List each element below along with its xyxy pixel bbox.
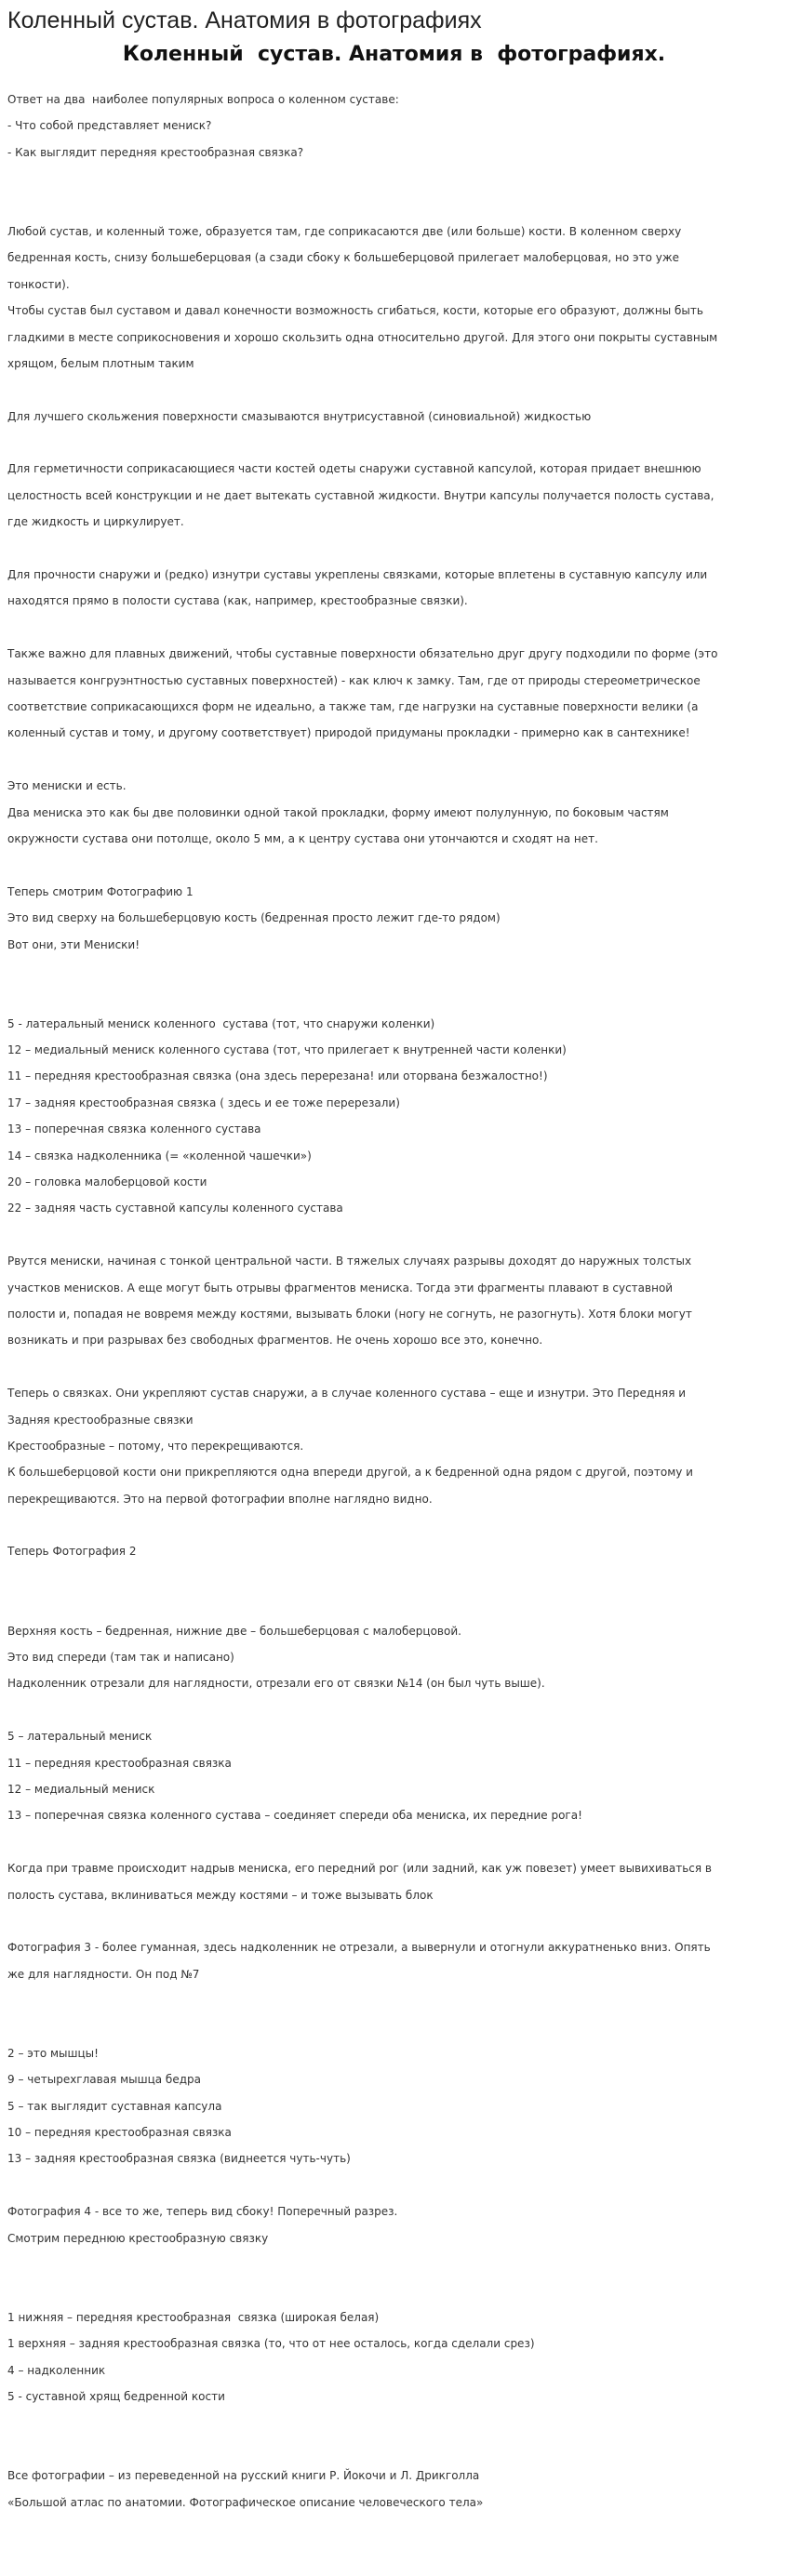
text-line: окружности сустава они потолще, около 5 мм, а к центру сустава они утончаются и сходят на нет.	[7, 831, 598, 845]
blank-line	[7, 2410, 781, 2436]
blank-line	[7, 958, 781, 984]
text-line: Любой сустав, и коленный тоже, образуется там, где соприкасаются две (или больше) кости. В коленном сверху	[7, 224, 682, 238]
text-line: тонкости).	[7, 277, 70, 291]
article-body	[7, 86, 781, 2516]
text-line: 11 – передняя крестообразная связка	[7, 1756, 232, 1770]
text-line: 1 нижняя – передняя крестообразная связка (широкая белая)	[7, 2310, 380, 2324]
text-line: - Как выглядит передняя крестообразная связка?	[7, 145, 304, 159]
blank-line	[7, 2277, 781, 2304]
text-line: Для лучшего скольжения поверхности смазываются внутрисуставной (синовиальной) жидкостью	[7, 409, 592, 423]
text-line: участков менисков. А еще могут быть отрывы фрагментов мениска. Тогда эти фрагменты плавают в суставной	[7, 1281, 674, 1295]
blank-line	[7, 1222, 781, 1248]
text-line: Ответ на два наиболее популярных вопроса о коленном суставе:	[7, 93, 399, 106]
text-line: 5 – так выглядит суставная капсула	[7, 2099, 222, 2113]
text-line: 4 – надколенник	[7, 2363, 106, 2377]
blank-line	[7, 2251, 781, 2277]
text-line: хрящом, белым плотным таким	[7, 356, 194, 370]
text-line: Для герметичности соприкасающиеся части костей одеты снаружи суставной капсулой, которая придает внешнюю	[7, 462, 701, 476]
text-line: Вот они, эти Мениски!	[7, 937, 140, 951]
blank-line	[7, 193, 781, 219]
text-line: Это мениски и есть.	[7, 779, 127, 793]
text-line: 13 – поперечная связка коленного сустава – соединяет спереди оба мениска, их передние рога!	[7, 1809, 582, 1823]
text-line: 13 – задняя крестообразная связка (виднеется чуть-чуть)	[7, 2152, 351, 2166]
text-line: Рвутся мениски, начиная с тонкой центральной части. В тяжелых случаях разрывы доходят до наружных толстых	[7, 1255, 692, 1268]
text-line: 10 – передняя крестообразная связка	[7, 2126, 232, 2140]
text-line: перекрещиваются. Это на первой фотографии вполне наглядно видно.	[7, 1492, 433, 1506]
blank-line	[7, 1829, 781, 1855]
text-line: полости и, попадая не вовремя между костями, вызывать блоки (ногу не согнуть, не разогнуть). Хотя блоки могут	[7, 1307, 692, 1321]
text-line: Теперь смотрим Фотографию 1	[7, 884, 194, 898]
blank-line	[7, 536, 781, 562]
text-line: 12 – медиальный мениск коленного сустава (тот, что прилегает к внутренней части коленки)	[7, 1043, 567, 1057]
text-line: 11 – передняя крестообразная связка (она здесь перерезана! или оторвана безжалостно!)	[7, 1069, 548, 1083]
blank-line	[7, 377, 781, 403]
text-line: К большеберцовой кости они прикрепляются одна впереди другой, а к бедренной одна рядом с другой, поэтому и	[7, 1466, 693, 1480]
text-line: 17 – задняя крестообразная связка ( здесь и ее тоже перерезали)	[7, 1095, 400, 1109]
blank-line	[7, 2437, 781, 2463]
text-line: Также важно для плавных движений, чтобы суставные поверхности обязательно друг другу подходили по форме (это	[7, 647, 718, 661]
blank-line	[7, 1565, 781, 1591]
text-line: соответствие соприкасающихся форм не идеально, а также там, где нагрузки на суставные поверхности велики (а	[7, 699, 699, 713]
page-title: Коленный сустав. Анатомия в фотографиях	[7, 7, 482, 33]
text-line: называется конгруэнтностью суставных поверхностей) - как ключ к замку. Там, где от природы стереометрическое	[7, 673, 701, 687]
blank-line	[7, 1591, 781, 1617]
text-line: Фотография 3 - более гуманная, здесь надколенник не отрезали, а вывернули и отогнули аккуратненько вниз. Опять	[7, 1941, 711, 1955]
text-line: 5 - суставной хрящ бедренной кости	[7, 2389, 225, 2403]
text-line: же для наглядности. Он под №7	[7, 1967, 200, 1981]
article-heading: Коленный сустав. Анатомия в фотографиях.	[122, 43, 666, 66]
text-line: Для прочности снаружи и (редко) изнутри суставы укреплены связками, которые вплетены в суставную капсулу или	[7, 568, 708, 582]
text-line: 12 – медиальный мениск	[7, 1783, 155, 1796]
text-line: Все фотографии – из переведенной на русский книги Р. Йокочи и Л. Дрикголла	[7, 2469, 480, 2483]
text-line: Крестообразные – потому, что перекрещиваются.	[7, 1439, 304, 1453]
blank-line	[7, 1908, 781, 1934]
text-line: 14 – связка надколенника (= «коленной чашечки»)	[7, 1149, 312, 1162]
text-line: Когда при травме происходит надрыв мениска, его передний рог (или задний, как уж повезет) умеет вывихиваться в	[7, 1862, 713, 1876]
text-line: Задняя крестообразные связки	[7, 1413, 194, 1427]
text-line: Это вид спереди (там так и написано)	[7, 1651, 234, 1665]
blank-line	[7, 615, 781, 641]
text-line: Верхняя кость – бедренная, нижние две – большеберцовая с малоберцовой.	[7, 1624, 461, 1638]
blank-line	[7, 166, 781, 192]
text-line: 1 верхняя – задняя крестообразная связка (то, что от нее осталось, когда сделали срез)	[7, 2337, 535, 2351]
text-line: Два мениска это как бы две половинки одной такой прокладки, форму имеют полулунную, по боковым частям	[7, 805, 669, 819]
text-line: бедренная кость, снизу большеберцовая (а сзади сбоку к большеберцовой прилегает малоберцовая, но это уже	[7, 251, 680, 265]
blank-line	[7, 1697, 781, 1723]
text-line: 13 – поперечная связка коленного сустава	[7, 1122, 261, 1136]
blank-line	[7, 1354, 781, 1380]
blank-line	[7, 1987, 781, 2013]
text-line: 5 - латеральный мениск коленного сустава (тот, что снаружи коленки)	[7, 1016, 435, 1030]
text-line: находятся прямо в полости сустава (как, например, крестообразные связки).	[7, 594, 468, 608]
blank-line	[7, 984, 781, 1010]
blank-line	[7, 747, 781, 773]
text-line: - Что собой представляет мениск?	[7, 119, 212, 133]
text-line: Смотрим переднюю крестообразную связку	[7, 2231, 269, 2245]
text-line: Фотография 4 - все то же, теперь вид сбоку! Поперечный разрез.	[7, 2205, 398, 2219]
text-line: Надколенник отрезали для наглядности, отрезали его от связки №14 (он был чуть выше).	[7, 1677, 545, 1691]
text-line: где жидкость и циркулирует.	[7, 515, 184, 529]
text-line: 22 – задняя часть суставной капсулы коленного сустава	[7, 1202, 343, 1215]
text-line: Теперь о связках. Они укрепляют сустав снаружи, а в случае коленного сустава – еще и изнутри. Это Передняя и	[7, 1387, 687, 1401]
text-line: коленный сустав и тому, и другому соответствует) природой придуманы прокладки - примерно как в сантехнике!	[7, 726, 690, 740]
blank-line	[7, 1512, 781, 1538]
text-line: полость сустава, вклиниваться между костями – и тоже вызывать блок	[7, 1888, 434, 1902]
text-line: возникать и при разрывах без свободных фрагментов. Не очень хорошо все это, конечно.	[7, 1334, 543, 1348]
text-line: Это вид сверху на большеберцовую кость (бедренная просто лежит где-то рядом)	[7, 911, 501, 925]
text-line: Теперь Фотография 2	[7, 1545, 137, 1559]
text-line: гладкими в месте соприкосновения и хорошо скользить одна относительно другой. Для этого они покрыты суставным	[7, 330, 718, 344]
blank-line	[7, 430, 781, 456]
text-line: 9 – четырехглавая мышца бедра	[7, 2073, 201, 2087]
text-line: 5 – латеральный мениск	[7, 1730, 153, 1744]
blank-line	[7, 2014, 781, 2040]
blank-line	[7, 2172, 781, 2198]
blank-line	[7, 852, 781, 878]
text-line: целостность всей конструкции и не дает вытекать суставной жидкости. Внутри капсулы получается полость сустава,	[7, 488, 715, 502]
text-line: Чтобы сустав был суставом и давал конечности возможность сгибаться, кости, которые его образуют, должны быть	[7, 304, 703, 318]
text-line: 20 – головка малоберцовой кости	[7, 1175, 207, 1189]
text-line: 2 – это мышцы!	[7, 2046, 99, 2060]
text-line: «Большой атлас по анатомии. Фотографическое описание человеческого тела»	[7, 2495, 484, 2509]
